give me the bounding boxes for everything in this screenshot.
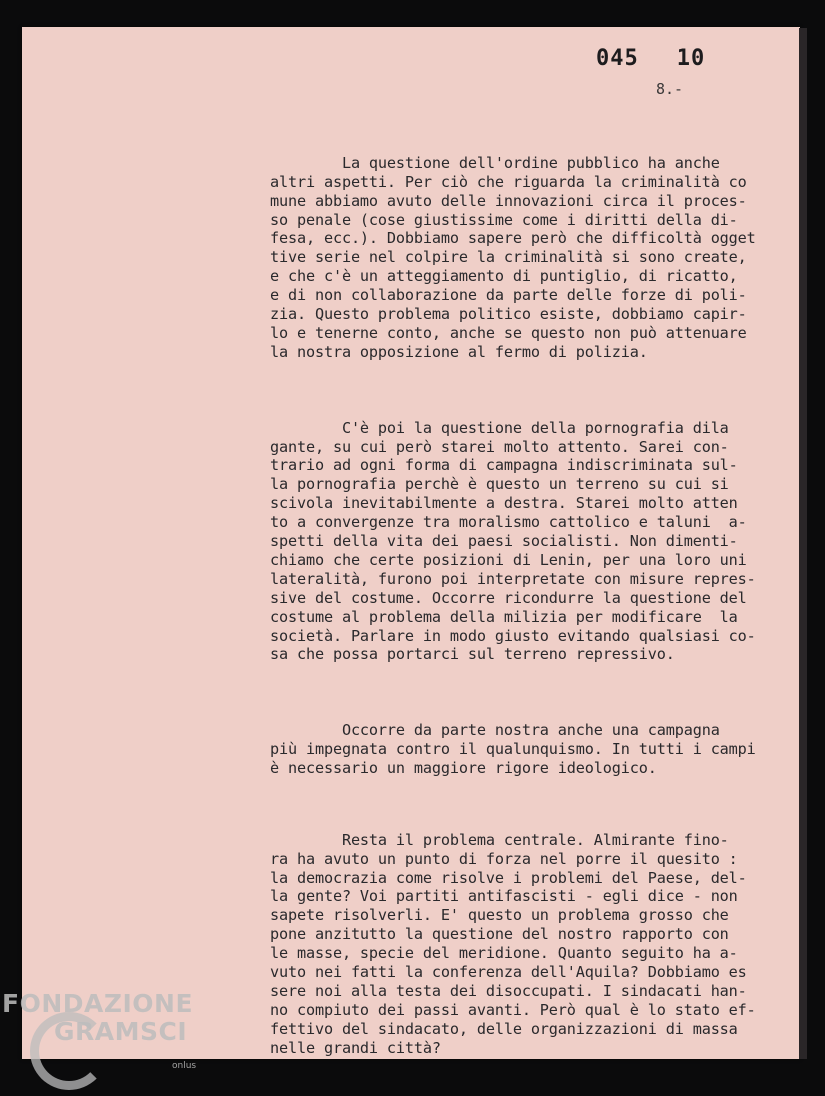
paragraph-pornography: C'è poi la questione della pornografia dila gante, su cui però starei molto attento. Sarei con- trario ad ogni forma di campagna indiscriminata sul- la pornografia perchè è questo un terreno su cui si scivola inevitabilmente a destra. Starei molto atten to a convergenze tra moralismo cattolico e taluni a- spetti della vita dei paesi socialisti. Non dimenti- chiamo che certe posizioni di Lenin, per una loro uni lateralità, furono poi interpretate con misure repres- sive del costume. Occorre ricondurre la questione del costume al problema della milizia per modificare la società. Parlare in modo giusto evitando qualsiasi co- sa che possa portarci sul terreno repressivo. bbox=[270, 418, 756, 664]
watermark bbox=[2, 989, 197, 1071]
paragraph-qualunquismo: Occorre da parte nostra anche una campagna più impegnata contro il qualunquismo. In tutti i campi è necessario un maggiore rigore ideologico. bbox=[270, 721, 756, 777]
paragraph-central-problem: Resta il problema centrale. Almirante fino- ra ha avuto un punto di forza nel porre il quesito : la democrazia come risolve i problemi del Paese, del- la gente? Voi partiti antifascisti - egli dice - non sapete risolverli. E' questo un problema grosso che pone anzitutto la questione del nostro rapporto con le masse, specie del meridione. Quanto seguito ha a- vuto nei fatti la conferenza dell'Aquila? Dobbiamo es sere noi alla testa dei disoccupati. I sindacati han- no compiuto dei passi avanti. Però qual è lo stato ef- fettivo del sindacato, delle organizzazioni di massa nelle grandi città? bbox=[270, 830, 756, 1057]
watermark-line1: FONDAZIONE bbox=[2, 989, 194, 1018]
typed-text-body bbox=[270, 116, 790, 1096]
watermark-suffix: onlus bbox=[172, 1061, 197, 1071]
page-edge-shadow bbox=[799, 28, 807, 1059]
archive-number-folder: 045 bbox=[596, 46, 639, 71]
archive-number-sheet: 10 bbox=[676, 46, 706, 71]
paragraph-public-order: La questione dell'ordine pubblico ha anche altri aspetti. Per ciò che riguarda la criminalità co mune abbiamo avuto delle innovazioni circa il proces- so penale (cose giustissime come i diritti della di- fesa, ecc.). Dobbiamo sapere però che difficoltà ogget tive serie nel colpire la criminalità si sono create, e che c'è un atteggiamento di puntiglio, di ricatto, e di non collaborazione da parte delle forze di poli- zia. Questo problema politico esiste, dobbiamo capir- lo e tenerne conto, anche se questo non può attenuare la nostra opposizione al fermo di polizia. bbox=[270, 153, 756, 361]
page-number: 8.- bbox=[656, 80, 684, 98]
archive-number bbox=[596, 46, 743, 71]
watermark-line2: GRAMSCI bbox=[54, 1017, 188, 1046]
